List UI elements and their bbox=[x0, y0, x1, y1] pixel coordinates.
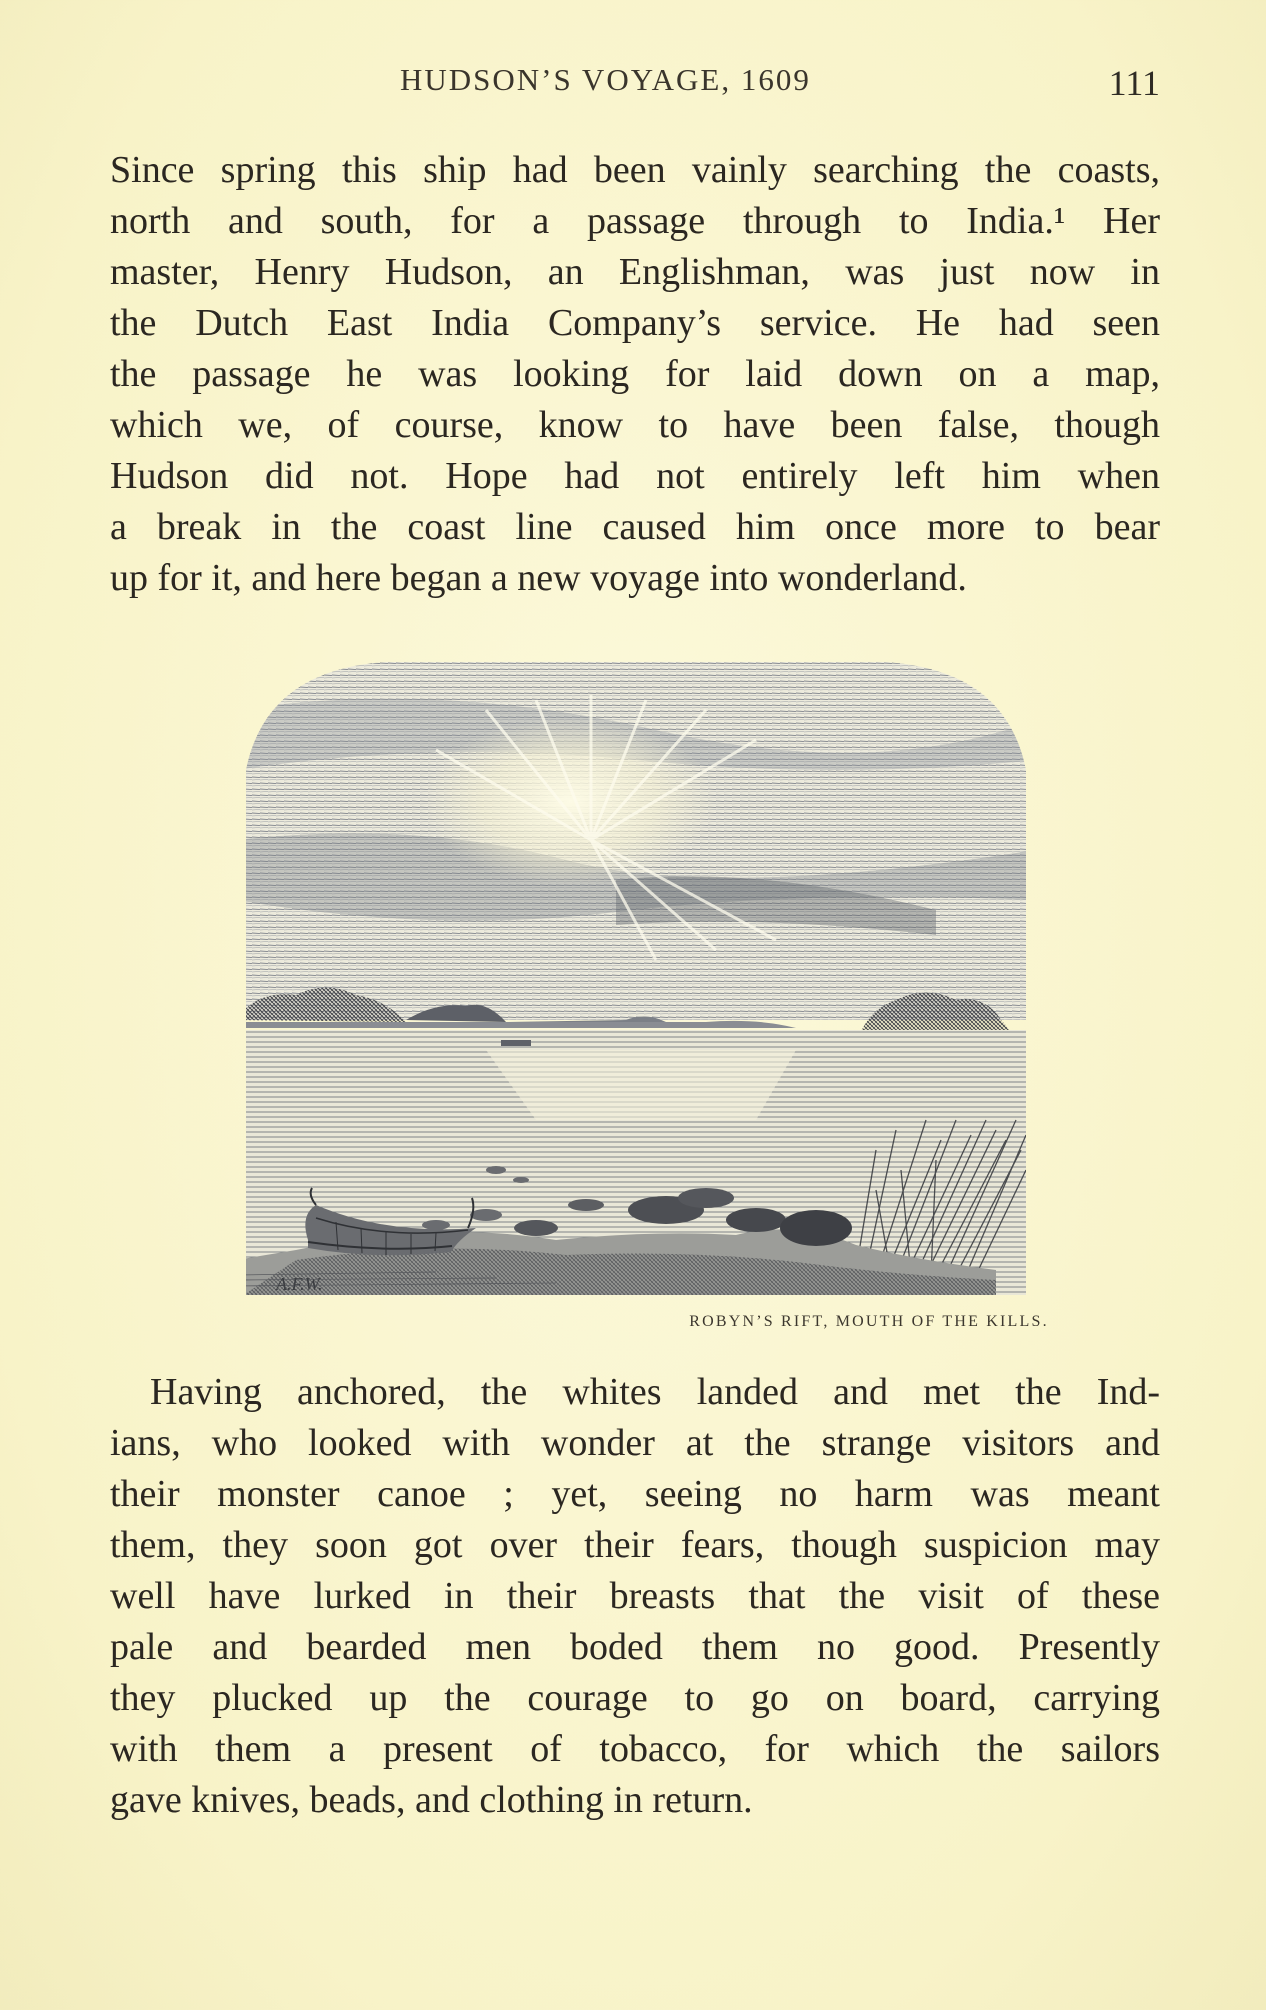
text-line: the passage he was looking for laid down on a map, bbox=[110, 353, 1160, 395]
text-line: Hudson did not. Hope had not entirely left him when bbox=[110, 455, 1160, 497]
text-line: which we, of course, know to have been false, though bbox=[110, 404, 1160, 446]
text-line: them, they soon got over their fears, though suspicion may bbox=[110, 1524, 1160, 1566]
text-line: up for it, and here began a new voyage into wonderland. bbox=[110, 557, 967, 599]
text-line: pale and bearded men boded them no good. Presently bbox=[110, 1626, 1160, 1668]
running-title: HUDSON’S VOYAGE, 1609 bbox=[400, 62, 811, 97]
text-line: a break in the coast line caused him once more to bear bbox=[110, 506, 1160, 548]
text-line: gave knives, beads, and clothing in return. bbox=[110, 1779, 753, 1821]
engraving-figure bbox=[236, 650, 1049, 1330]
engraver-signature: A.F.W. bbox=[276, 1274, 323, 1294]
text-line: ians, who looked with wonder at the strange visitors and bbox=[110, 1422, 1160, 1464]
paragraph-1 bbox=[110, 145, 1160, 604]
text-line: with them a present of tobacco, for which the sailors bbox=[110, 1728, 1160, 1770]
text-line: they plucked up the courage to go on board, carrying bbox=[110, 1677, 1160, 1719]
text-line: Having anchored, the whites landed and met the Ind- bbox=[150, 1371, 1160, 1413]
text-line: well have lurked in their breasts that the visit of these bbox=[110, 1575, 1160, 1617]
text-line: master, Henry Hudson, an Englishman, was just now in bbox=[110, 251, 1160, 293]
running-head bbox=[110, 62, 1160, 106]
page-number: 111 bbox=[1108, 63, 1160, 103]
engraving-illustration bbox=[236, 650, 1036, 1295]
text-line: their monster canoe ; yet, seeing no harm was meant bbox=[110, 1473, 1160, 1515]
figure-caption: ROBYN’S RIFT, MOUTH OF THE KILLS. bbox=[689, 1313, 1049, 1330]
paragraph-2 bbox=[110, 1367, 1160, 1826]
text-line: Since spring this ship had been vainly searching the coasts, bbox=[110, 149, 1160, 191]
text-line: north and south, for a passage through to India.¹ Her bbox=[110, 200, 1160, 242]
text-line: the Dutch East India Company’s service. He had seen bbox=[110, 302, 1160, 344]
